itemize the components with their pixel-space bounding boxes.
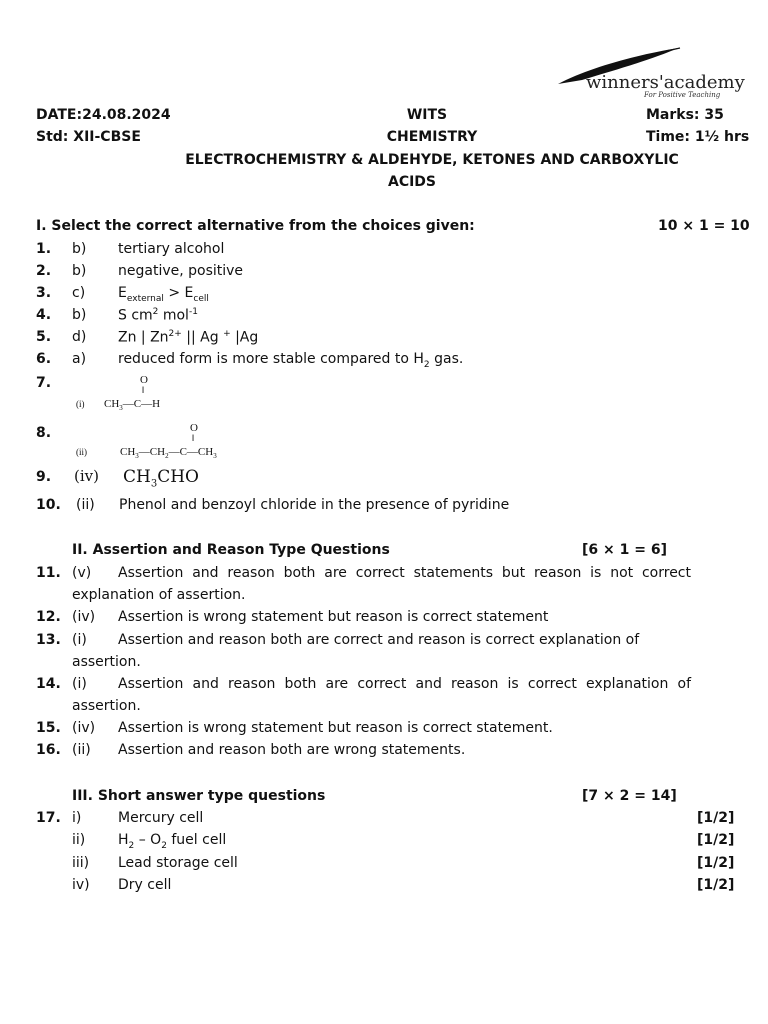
answer-option: (iv) bbox=[72, 720, 96, 736]
question-number: 8. bbox=[36, 425, 52, 441]
structural-formula: O ‖ $CH_3—CH_2—C—CH_3$ bbox=[120, 422, 217, 461]
answer-text: tertiary alcohol bbox=[118, 241, 225, 257]
answer-option: (ii) bbox=[76, 497, 95, 513]
answer-text: Assertion and reason both are correct and reason is correct explanation of bbox=[118, 632, 640, 648]
sub-option: iv) bbox=[72, 877, 90, 893]
question-number: 1. bbox=[36, 241, 52, 257]
answer-text: $E_{external} > E_{cell}$ bbox=[118, 285, 209, 304]
answer-option: c) bbox=[72, 285, 86, 301]
header-marks: Marks: 35 bbox=[646, 107, 724, 123]
header-chemistry: CHEMISTRY bbox=[386, 129, 478, 145]
answer-text: Assertion and reason both are correct and reason is correct explanation of bbox=[118, 676, 691, 692]
section2-marks: [6 × 1 = 6] bbox=[582, 542, 667, 558]
answer-option: (i) bbox=[76, 399, 85, 409]
question-number: 12. bbox=[36, 609, 61, 625]
question-number: 17. bbox=[36, 810, 61, 826]
answer-option: d) bbox=[72, 329, 87, 345]
answer-option: (iv) bbox=[72, 609, 96, 625]
question-number: 11. bbox=[36, 565, 61, 581]
header-std: Std: XII-CBSE bbox=[36, 129, 141, 145]
answer-text-cont: assertion. bbox=[72, 698, 141, 714]
answer-text: Assertion and reason both are wrong statements. bbox=[118, 742, 466, 758]
structural-formula: O ‖ $CH_3—C—H$ bbox=[104, 374, 161, 413]
answer-option: a) bbox=[72, 351, 87, 367]
section1-marks: 10 × 1 = 10 bbox=[658, 218, 750, 234]
header-time: Time: 1½ hrs bbox=[646, 129, 750, 145]
answer-text: negative, positive bbox=[118, 263, 244, 279]
answer-text: Mercury cell bbox=[118, 810, 204, 826]
answer-text-cont: explanation of assertion. bbox=[72, 587, 246, 603]
answer-text: Assertion is wrong statement but reason is correct statement bbox=[118, 609, 549, 625]
answer-option: (ii) bbox=[72, 742, 91, 758]
sub-option: i) bbox=[72, 810, 82, 826]
mark-value: [1/2] bbox=[697, 877, 735, 893]
answer-text: Assertion is wrong statement but reason is correct statement. bbox=[118, 720, 553, 736]
question-number: 13. bbox=[36, 632, 61, 648]
answer-option: (v) bbox=[72, 565, 92, 581]
mark-value: [1/2] bbox=[697, 810, 735, 826]
header-wits: WITS bbox=[406, 107, 448, 123]
question-number: 3. bbox=[36, 285, 52, 301]
question-number: 7. bbox=[36, 375, 52, 391]
question-number: 9. bbox=[36, 469, 52, 485]
subject-line-2: ACIDS bbox=[387, 174, 437, 190]
sub-option: ii) bbox=[72, 832, 86, 848]
academy-logo bbox=[552, 44, 748, 100]
question-number: 16. bbox=[36, 742, 61, 758]
question-number: 10. bbox=[36, 497, 61, 513]
question-number: 14. bbox=[36, 676, 61, 692]
question-number: 4. bbox=[36, 307, 52, 323]
section1-title: I. Select the correct alternative from the choices given: bbox=[36, 218, 475, 234]
answer-option: (ii) bbox=[76, 447, 87, 457]
question-number: 6. bbox=[36, 351, 52, 367]
answer-text: Dry cell bbox=[118, 877, 172, 893]
answer-option: b) bbox=[72, 241, 87, 257]
answer-text: S $cm^2$ mol$^{-1}$ bbox=[118, 307, 198, 324]
mark-value: [1/2] bbox=[697, 832, 735, 848]
answer-option: (i) bbox=[72, 632, 87, 648]
answer-text: Phenol and benzoyl chloride in the presence of pyridine bbox=[119, 497, 510, 513]
answer-text: reduced form is more stable compared to $H_2$ gas. bbox=[118, 351, 464, 370]
header-date: DATE:24.08.2024 bbox=[36, 107, 171, 123]
subject-line-1: ELECTROCHEMISTRY & ALDEHYDE, KETONES AND CARBOXYLIC bbox=[185, 152, 679, 168]
sub-option: iii) bbox=[72, 855, 90, 871]
mark-value: [1/2] bbox=[697, 855, 735, 871]
answer-option: (i) bbox=[72, 676, 87, 692]
formula-text: $CH_3CHO$ bbox=[123, 467, 199, 490]
answer-option: b) bbox=[72, 307, 87, 323]
answer-text: $H_2 - O_2$ fuel cell bbox=[118, 832, 227, 851]
answer-text-cont: assertion. bbox=[72, 654, 141, 670]
question-number: 2. bbox=[36, 263, 52, 279]
answer-text: Assertion and reason both are correct statements but reason is not correct bbox=[118, 565, 691, 581]
section3-title: III. Short answer type questions bbox=[72, 788, 326, 804]
section3-marks: [7 × 2 = 14] bbox=[582, 788, 677, 804]
section2-title: II. Assertion and Reason Type Questions bbox=[72, 542, 390, 558]
question-number: 15. bbox=[36, 720, 61, 736]
answer-text: Zn | $Zn^{2+}$ || Ag + |Ag bbox=[118, 329, 259, 346]
answer-text: Lead storage cell bbox=[118, 855, 238, 871]
answer-option: (iv) bbox=[74, 467, 99, 485]
answer-option: b) bbox=[72, 263, 87, 279]
question-number: 5. bbox=[36, 329, 52, 345]
logo-tagline: For Positive Teaching bbox=[644, 91, 721, 99]
logo-name: winners'academy bbox=[586, 72, 745, 93]
